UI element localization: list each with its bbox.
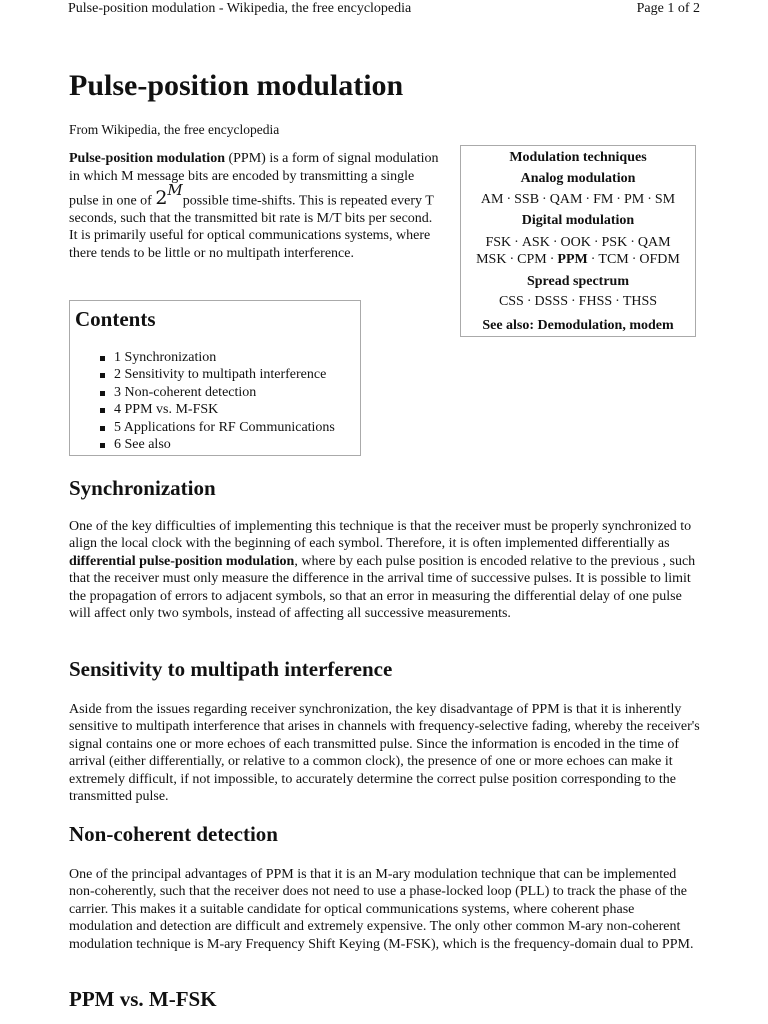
math-base: 2 bbox=[155, 187, 168, 210]
toc-item[interactable]: 5 Applications for RF Communications bbox=[98, 419, 335, 436]
infobox-link[interactable]: OFDM bbox=[639, 252, 680, 267]
infobox-analog-heading: Analog modulation bbox=[520, 171, 636, 186]
noncoherent-paragraph: One of the principal advantages of PPM is that it is an M-ary modulation technique that can be implemented non-coherently, such that the receiver does not need to use a phase-locked loop (PLL) to track the phase of the carrier. This makes it a suitable candidate for optical communications systems, where coherent phase modulation and detection are difficult and extremely expensive. The only other common M-ary non-coherent modulation technique is M-ary Frequency Shift Keying (M-FSK), which is the frequency-domain dual to PPM. bbox=[69, 867, 694, 952]
print-doc-title: Pulse-position modulation - Wikipedia, the free encyclopedia bbox=[68, 1, 412, 16]
infobox-spread-row: CSS · DSSS · FHSS · THSS bbox=[498, 294, 658, 309]
print-header bbox=[68, 0, 700, 20]
infobox-link[interactable]: PSK bbox=[601, 235, 628, 250]
infobox-see-also[interactable]: See also: Demodulation, modem bbox=[482, 318, 674, 333]
infobox-link[interactable]: AM bbox=[480, 192, 504, 207]
infobox-link[interactable]: TCM bbox=[598, 252, 629, 267]
heading-ppm-vs-mfsk: PPM vs. M-FSK bbox=[69, 987, 217, 1011]
infobox-link[interactable]: FM bbox=[593, 192, 614, 207]
infobox-digital-row-2: MSK · CPM · PPM · TCM · OFDM bbox=[476, 252, 680, 267]
modulation-infobox bbox=[460, 145, 696, 337]
toc-item[interactable]: 6 See also bbox=[98, 436, 335, 453]
toc-item[interactable]: 4 PPM vs. M-FSK bbox=[98, 401, 335, 418]
intro-bold-term: Pulse-position modulation bbox=[69, 151, 225, 166]
infobox-link[interactable]: DSSS bbox=[534, 294, 568, 309]
intro-text-part1: (PPM) is a form of signal modulation in which M message bits are encoded by transmitting a single pulse in one of bbox=[69, 151, 439, 209]
intro-paragraph bbox=[69, 150, 439, 262]
sync-text-before: One of the key difficulties of implementing this technique is that the receiver must be properly synchronized to align the local clock with the beginning of each symbol. Therefore, it is often implemented differentially as bbox=[69, 519, 692, 552]
infobox-digital-row-1: FSK · ASK · OOK · PSK · QAM bbox=[485, 235, 671, 250]
infobox-title: Modulation techniques bbox=[509, 150, 647, 165]
heading-multipath: Sensitivity to multipath interference bbox=[69, 657, 393, 681]
infobox-link[interactable]: SM bbox=[654, 192, 676, 207]
infobox-link[interactable]: QAM bbox=[637, 235, 671, 250]
infobox-link[interactable]: OOK bbox=[560, 235, 591, 250]
heading-noncoherent: Non-coherent detection bbox=[69, 822, 278, 846]
multipath-paragraph: Aside from the issues regarding receiver synchronization, the key disadvantage of PPM is that it is inherently sensitive to multipath interference that arises in channels with frequency-selective fading, whereby the receiver's signal contains one or more echoes of each transmitted pulse. Since the information is encoded in the time of arrival (either differentially, or relative to a common clock), the presence of one or more echoes can make it extremely difficult, if not impossible, to accurately determine the correct pulse position corresponding to the transmitted pulse. bbox=[69, 702, 700, 805]
math-exponent: M bbox=[167, 181, 183, 199]
heading-synchronization: Synchronization bbox=[69, 476, 216, 500]
infobox-link[interactable]: THSS bbox=[622, 294, 658, 309]
infobox-link[interactable]: MSK bbox=[476, 252, 507, 267]
infobox-link[interactable]: CSS bbox=[498, 294, 524, 309]
math-two-to-m bbox=[155, 181, 183, 210]
infobox-link[interactable]: SSB bbox=[514, 192, 540, 207]
infobox-link[interactable]: QAM bbox=[549, 192, 583, 207]
toc-title: Contents bbox=[75, 307, 156, 331]
infobox-link[interactable]: FSK bbox=[485, 235, 512, 250]
infobox-link[interactable]: ASK bbox=[521, 235, 550, 250]
sync-text-after: , where by each pulse position is encoded relative to the previous , such that the receiver must only measure the difference in the arrival time of successive pulses. It is possible to limit the propagation of errors to adjacent symbols, so that an error in measuring the differential delay of one pulse will affect only two symbols, instead of affecting all successive measurements. bbox=[69, 553, 696, 622]
toc-item[interactable]: 3 Non-coherent detection bbox=[98, 384, 335, 401]
toc-item[interactable]: 1 Synchronization bbox=[98, 349, 335, 366]
toc-item[interactable]: 2 Sensitivity to multipath interference bbox=[98, 366, 335, 383]
infobox-spread-heading: Spread spectrum bbox=[526, 274, 630, 289]
infobox-digital-heading: Digital modulation bbox=[521, 213, 635, 228]
page-title: Pulse-position modulation bbox=[69, 69, 404, 102]
infobox-analog-row: AM · SSB · QAM · FM · PM · SM bbox=[480, 192, 676, 207]
synchronization-paragraph bbox=[69, 518, 701, 622]
infobox-link[interactable]: CPM bbox=[517, 252, 547, 267]
toc-list bbox=[98, 349, 335, 453]
infobox-link[interactable]: PM bbox=[623, 192, 645, 207]
sync-bold-term: differential pulse-position modulation bbox=[69, 553, 295, 569]
intro-text-part2: possible time-shifts. This is repeated every T seconds, such that the transmitted bit rate is M/T bits per second. It is primarily useful for optical communications systems, where there tends to be little or no multipath interference. bbox=[69, 193, 434, 261]
from-line: From Wikipedia, the free encyclopedia bbox=[69, 122, 280, 137]
print-page-number: Page 1 of 2 bbox=[636, 1, 700, 16]
infobox-link[interactable]: FHSS bbox=[578, 294, 613, 309]
infobox-current-item: PPM bbox=[557, 252, 588, 267]
table-of-contents bbox=[69, 300, 361, 456]
